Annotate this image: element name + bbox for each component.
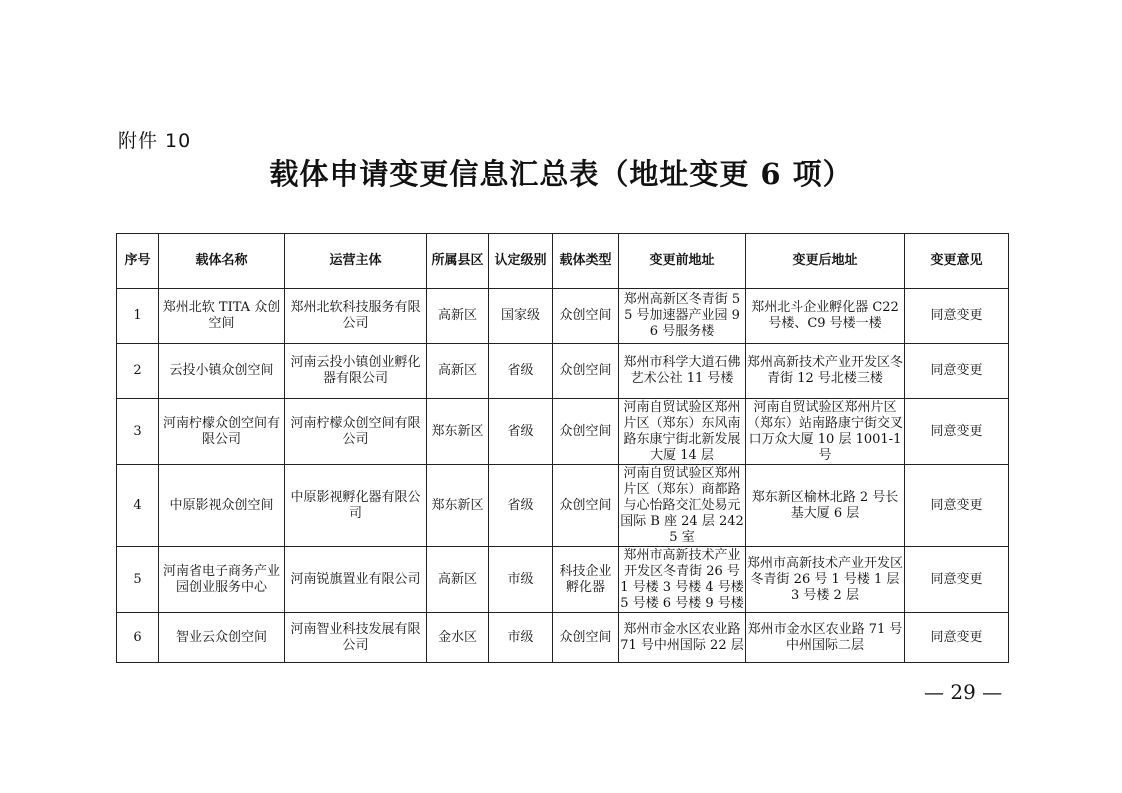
row-carrier-name: 中原影视众创空间 (159, 465, 285, 547)
row-operator: 河南云投小镇创业孵化器有限公司 (285, 344, 427, 399)
row-district: 郑东新区 (427, 399, 489, 465)
page-number: — 29 — (924, 680, 1003, 704)
row-district: 郑东新区 (427, 465, 489, 547)
row-new-address: 郑州高新技术产业开发区冬青街 12 号北楼三楼 (746, 344, 905, 399)
row-carrier-name: 云投小镇众创空间 (159, 344, 285, 399)
row-opinion: 同意变更 (905, 399, 1009, 465)
row-new-address: 郑州市金水区农业路 71 号中州国际二层 (746, 613, 905, 663)
row-index: 5 (117, 547, 159, 613)
row-level: 省级 (489, 399, 553, 465)
row-old-address: 河南自贸试验区郑州片区（郑东）商都路与心怡路交汇处易元国际 B 座 24 层 2425 室 (620, 465, 744, 545)
row-opinion: 同意变更 (905, 344, 1009, 399)
row-index: 6 (117, 613, 159, 663)
header-carrier-type: 载体类型 (553, 234, 619, 289)
table-header-row (117, 234, 1009, 289)
row-index: 4 (117, 465, 159, 547)
row-index: 2 (117, 344, 159, 399)
row-old-address: 郑州市科学大道石佛艺术公社 11 号楼 (619, 344, 746, 399)
row-old-address: 郑州市高新技术产业开发区冬青街 26 号 1 号楼 3 号楼 4 号楼 5 号楼 6 号楼 9 号楼 (620, 547, 744, 611)
table-row (117, 613, 1009, 663)
row-level: 市级 (489, 613, 553, 663)
annex-label: 附件 10 (118, 130, 192, 152)
row-carrier-type: 众创空间 (553, 465, 619, 547)
row-old-address: 河南自贸试验区郑州片区（郑东）东风南路东康宁街北新发展大厦 14 层 (619, 399, 746, 465)
page-title: 载体申请变更信息汇总表（地址变更 6 项） (269, 157, 853, 191)
table-row (117, 289, 1009, 344)
table-row (117, 399, 1009, 465)
row-opinion: 同意变更 (905, 289, 1009, 344)
row-carrier-name: 河南省电子商务产业园创业服务中心 (159, 547, 285, 613)
table-row (117, 465, 1009, 547)
row-opinion: 同意变更 (905, 547, 1009, 613)
header-old-address: 变更前地址 (619, 234, 746, 289)
row-district: 高新区 (427, 344, 489, 399)
row-carrier-type: 众创空间 (553, 613, 619, 663)
row-new-address: 郑州市高新技术产业开发区冬青街 26 号 1 号楼 1 层 3 号楼 2 层 (746, 547, 905, 613)
row-opinion: 同意变更 (905, 613, 1009, 663)
header-index: 序号 (117, 234, 159, 289)
row-operator: 郑州北软科技服务有限公司 (285, 289, 427, 344)
header-new-address: 变更后地址 (746, 234, 905, 289)
row-level: 市级 (489, 547, 553, 613)
row-district: 金水区 (427, 613, 489, 663)
row-level: 省级 (489, 344, 553, 399)
table-row (117, 344, 1009, 399)
row-index: 3 (117, 399, 159, 465)
row-operator: 河南柠檬众创空间有限公司 (285, 399, 427, 465)
table-row (117, 547, 1009, 613)
row-carrier-type: 众创空间 (553, 399, 619, 465)
header-carrier-name: 载体名称 (159, 234, 285, 289)
header-level: 认定级别 (489, 234, 553, 289)
row-operator: 中原影视孵化器有限公司 (285, 465, 427, 547)
header-operator: 运营主体 (285, 234, 427, 289)
row-level: 国家级 (489, 289, 553, 344)
row-new-address: 郑州北斗企业孵化器 C22 号楼、C9 号楼一楼 (746, 289, 905, 344)
row-district: 高新区 (427, 547, 489, 613)
row-carrier-name: 河南柠檬众创空间有限公司 (159, 399, 285, 465)
row-operator: 河南智业科技发展有限公司 (285, 613, 427, 663)
row-level: 省级 (489, 465, 553, 547)
row-carrier-type: 科技企业孵化器 (553, 547, 619, 613)
row-operator: 河南锐旗置业有限公司 (285, 547, 427, 613)
row-district: 高新区 (427, 289, 489, 344)
summary-table (116, 233, 1009, 663)
row-old-address: 郑州市金水区农业路 71 号中州国际 22 层 (619, 613, 746, 663)
row-carrier-name: 郑州北软 TITA 众创空间 (159, 289, 285, 344)
row-carrier-name: 智业云众创空间 (159, 613, 285, 663)
row-opinion: 同意变更 (905, 465, 1009, 547)
row-old-address: 郑州高新区冬青街 55 号加速器产业园 96 号服务楼 (619, 289, 746, 344)
header-district: 所属县区 (427, 234, 489, 289)
row-index: 1 (117, 289, 159, 344)
row-new-address: 河南自贸试验区郑州片区（郑东）站南路康宁街交叉口万众大厦 10 层 1001-1 号 (747, 399, 904, 463)
row-carrier-type: 众创空间 (553, 344, 619, 399)
header-opinion: 变更意见 (905, 234, 1009, 289)
row-new-address: 郑东新区榆林北路 2 号长基大厦 6 层 (746, 465, 905, 547)
row-carrier-type: 众创空间 (553, 289, 619, 344)
